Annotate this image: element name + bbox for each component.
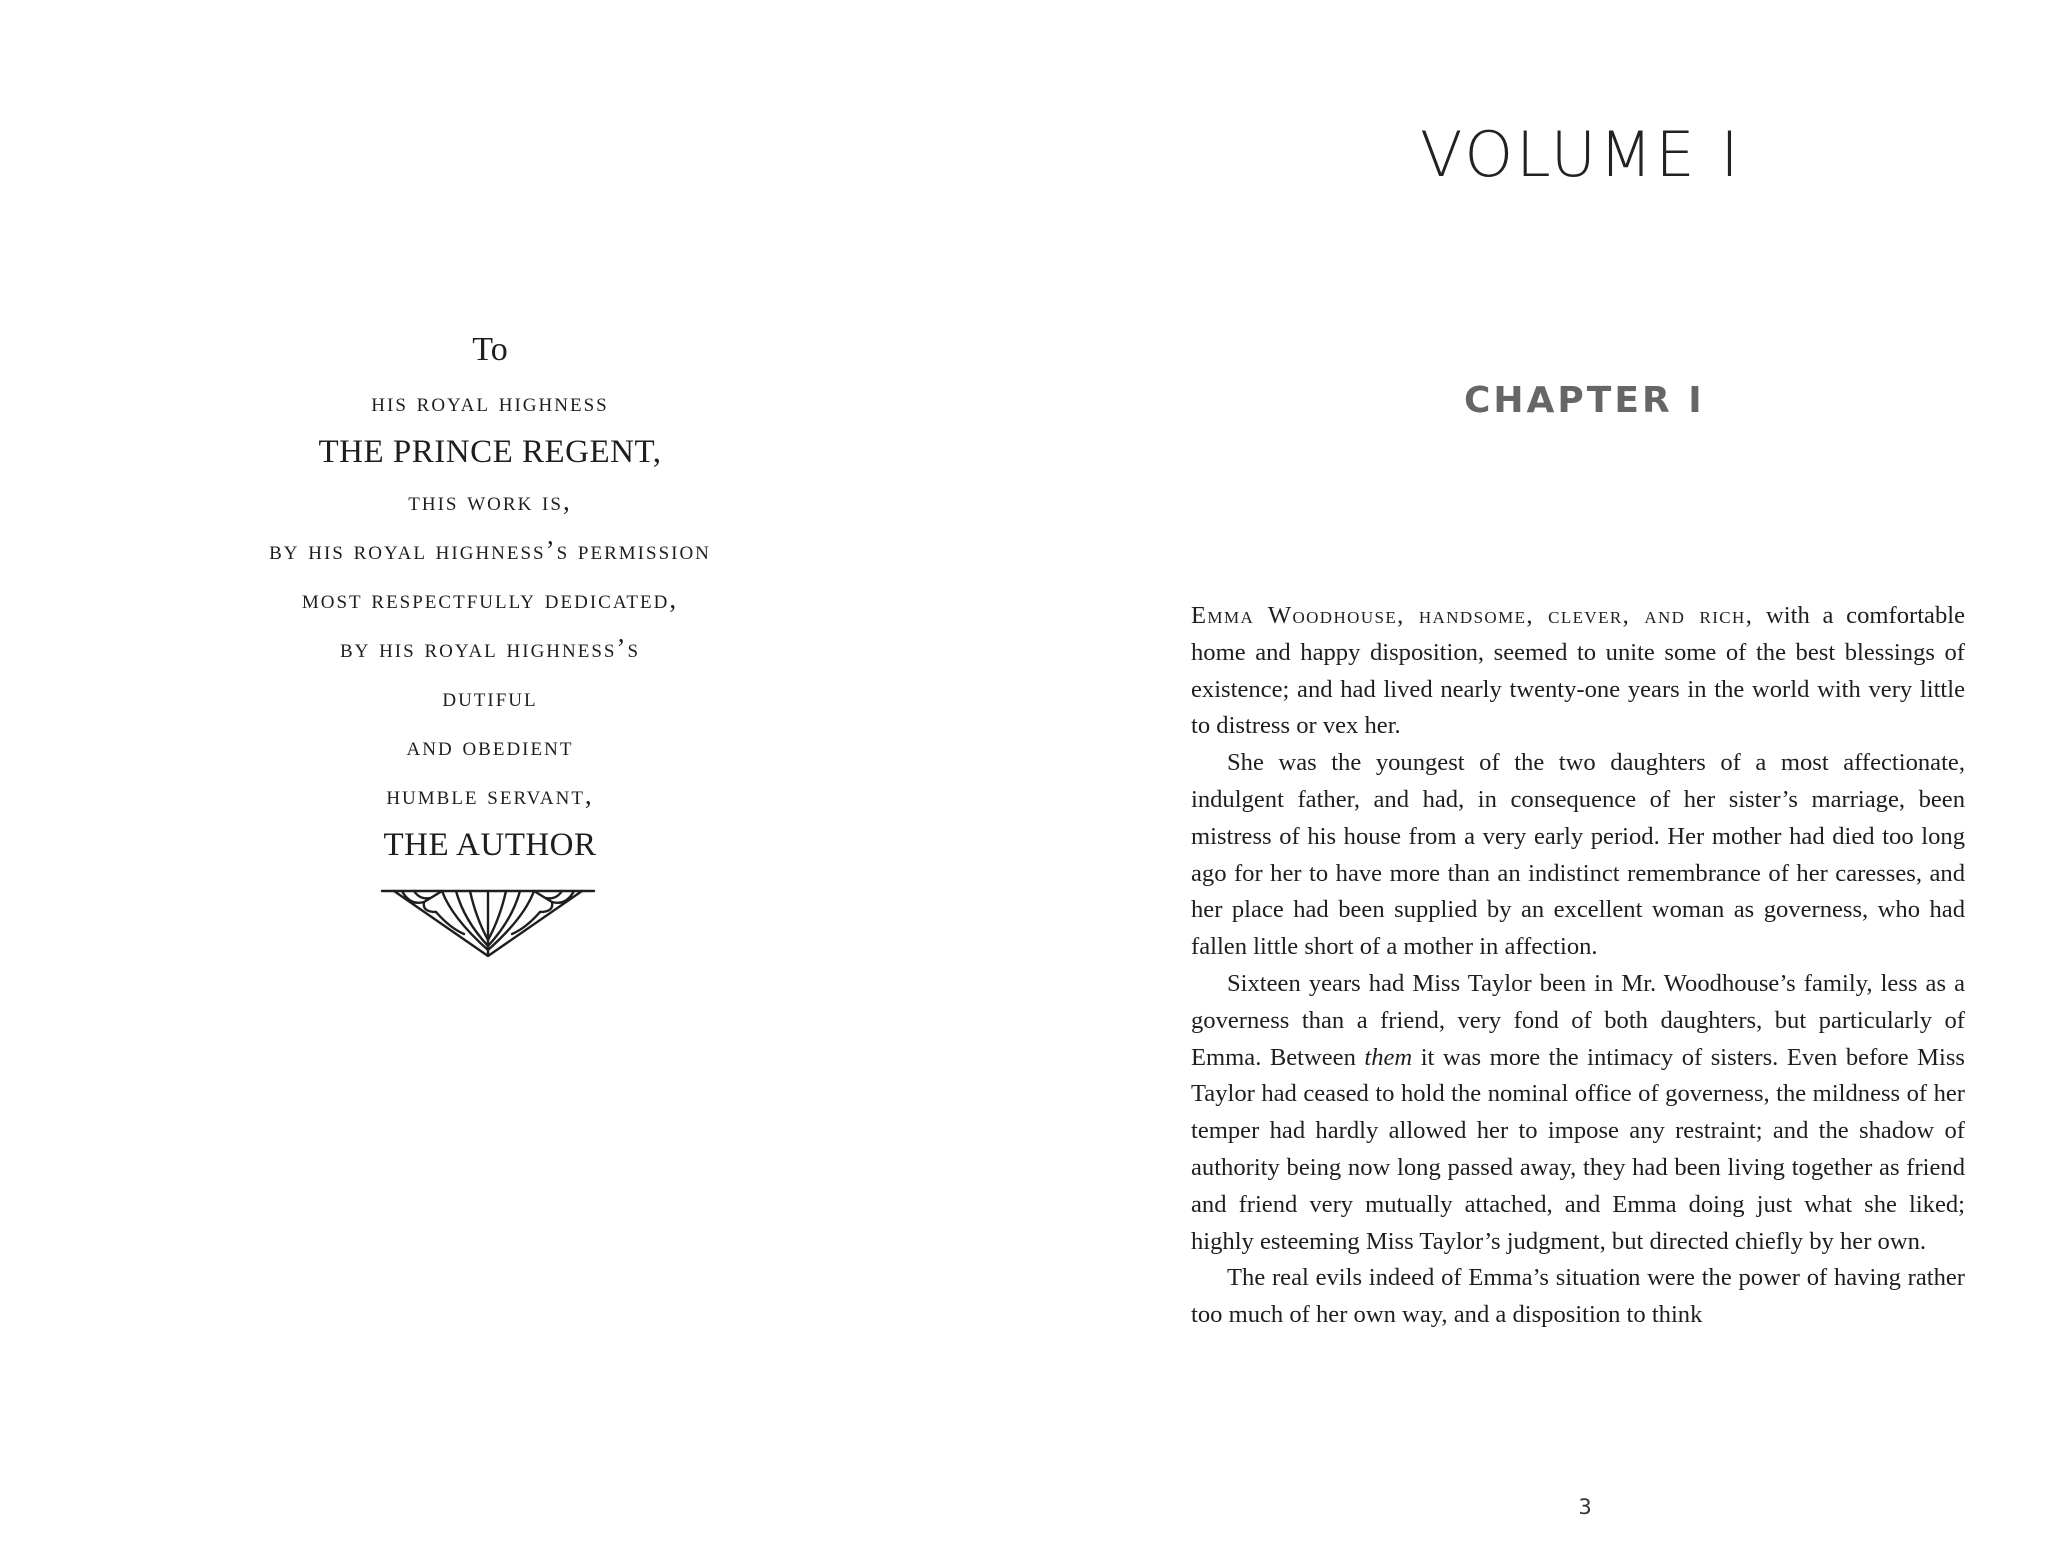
paragraph <box>1191 598 1965 745</box>
paragraph-text: Sixteen years had Miss Taylor been in Mr. Woodhouse’s family, less as a governess than a friend, very fond of both daughters, but particularly of Emma. Between <box>1191 969 1965 1071</box>
paragraph-lead-in: Emma Woodhouse, handsome, clever, and rich, <box>1191 602 1754 629</box>
dedication-line: and obedient <box>406 731 574 761</box>
dedication-line: dutiful <box>442 682 538 712</box>
dedication-line: most respectfully dedicated, <box>301 584 679 614</box>
dedication-line: by his royal highness’s permission <box>269 535 711 565</box>
dedication-line: this work is, <box>408 486 572 516</box>
dedication-line: humble servant, <box>386 780 594 810</box>
paragraph: She was the youngest of the two daughters of a most affectionate, indulgent father, and had, in consequence of her sister’s marriage, been mistress of his house from a very early period. Her mother had died too long ago for her to have more than an indistinct remembrance of her caresses, and her place had been supplied by an excellent woman as governess, who had fallen little short of a mother in affection. <box>1191 749 1965 961</box>
paragraph <box>1191 966 1965 1260</box>
volume-title: VOLUME I <box>1420 118 1742 191</box>
fan-ornament-icon <box>380 888 596 960</box>
chapter-title: CHAPTER I <box>1464 380 1705 421</box>
dedication <box>0 322 980 870</box>
dedication-line-to: To <box>472 331 508 368</box>
dedication-line-the-author: THE AUTHOR <box>383 827 597 863</box>
chapter-body <box>1191 598 1965 1334</box>
dedication-line-prince-regent: THE PRINCE REGENT, <box>318 434 662 470</box>
left-page <box>0 0 1000 1560</box>
paragraph: The real evils indeed of Emma’s situation were the power of having rather too much of her own way, and a disposition to think <box>1191 1264 1965 1329</box>
paragraph-text: it was more the intimacy of sisters. Even before Miss Taylor had ceased to hold the nominal office of governess, the mildness of her temper had hardly allowed her to impose any restraint; and the shadow of authority being now long passed away, they had been living together as friend and friend very mutually attached, and Emma doing just what she liked; highly esteeming Miss Taylor’s judgment, but directed chiefly by her own. <box>1191 1043 1965 1255</box>
paragraph-text: with a comfortable home and happy disposition, seemed to unite some of the best blessings of existence; and had lived nearly twenty-one years in the world with very little to distress or vex her. <box>1191 602 1965 740</box>
page-number: 3 <box>1578 1495 1592 1519</box>
dedication-line: his royal highness <box>371 387 609 417</box>
dedication-line: by his royal highness’s <box>339 633 641 663</box>
emphasis-them: them <box>1364 1043 1413 1071</box>
